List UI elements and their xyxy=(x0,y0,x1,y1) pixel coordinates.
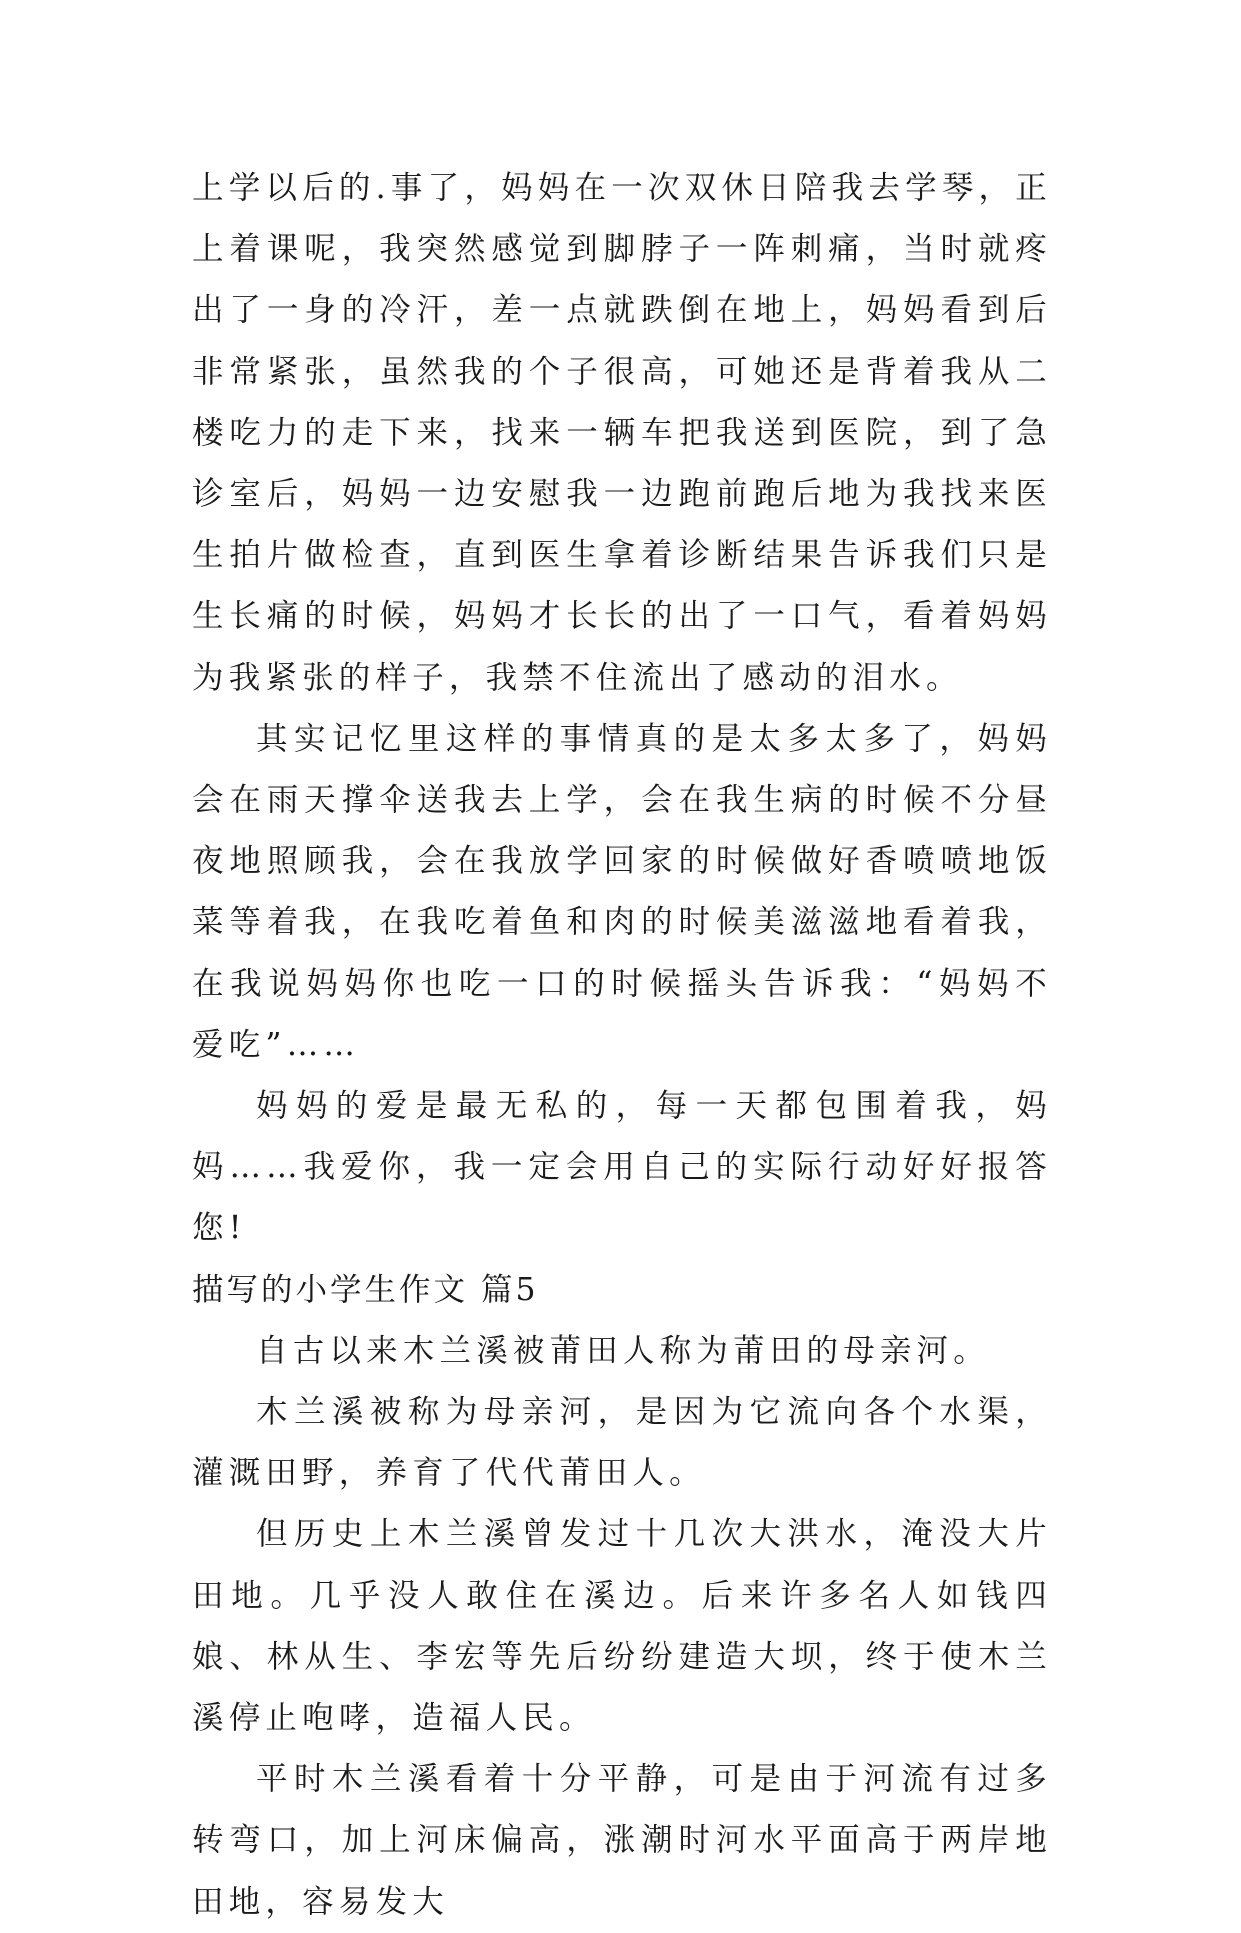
paragraph: 木兰溪被称为母亲河，是因为它流向各个水渠，灌溉田野，养育了代代莆田人。 xyxy=(192,1394,1052,1492)
paragraph: 上学以后的.事了，妈妈在一次双休日陪我去学琴，正上着课呢，我突然感觉到脚脖子一阵刺痛，当时就疼出了一身的冷汗，差一点就跌倒在地上，妈妈看到后非常紧张，虽然我的个子很高，可她还是背着我从二楼吃力的走下来，找来一辆车把我送到医院，到了急诊室后，妈妈一边安慰我一边跑前跑后地为我找来医生拍片做检查，直到医生拿着诊断结果告诉我们只是生长痛的时候，妈妈才长长的出了一口气，看着妈妈为我紧张的样子，我禁不住流出了感动的泪水。 xyxy=(192,170,1052,696)
paragraph: 平时木兰溪看着十分平静，可是由于河流有过多转弯口，加上河床偏高，涨潮时河水平面高于两岸地田地，容易发大 xyxy=(192,1761,1052,1920)
section-title: 描写的小学生作文 篇5 xyxy=(192,1271,539,1308)
document-body xyxy=(192,158,1052,1933)
paragraph: 但历史上木兰溪曾发过十几次大洪水，淹没大片田地。几乎没人敢住在溪边。后来许多名人如钱四娘、林从生、李宏等先后纷纷建造大坝，终于使木兰溪停止咆哮，造福人民。 xyxy=(192,1516,1052,1737)
paragraph: 妈妈的爱是最无私的，每一天都包围着我，妈妈……我爱你，我一定会用自己的实际行动好好报答您! xyxy=(192,1088,1052,1247)
paragraph: 自古以来木兰溪被莆田人称为莆田的母亲河。 xyxy=(256,1332,991,1369)
paragraph: 其实记忆里这样的事情真的是太多太多了，妈妈会在雨天撑伞送我去上学，会在我生病的时候不分昼夜地照顾我，会在我放学回家的时候做好香喷喷地饭菜等着我，在我吃着鱼和肉的时候美滋滋地看着我，在我说妈妈你也吃一口的时候摇头告诉我：“妈妈不爱吃”…… xyxy=(192,720,1052,1063)
